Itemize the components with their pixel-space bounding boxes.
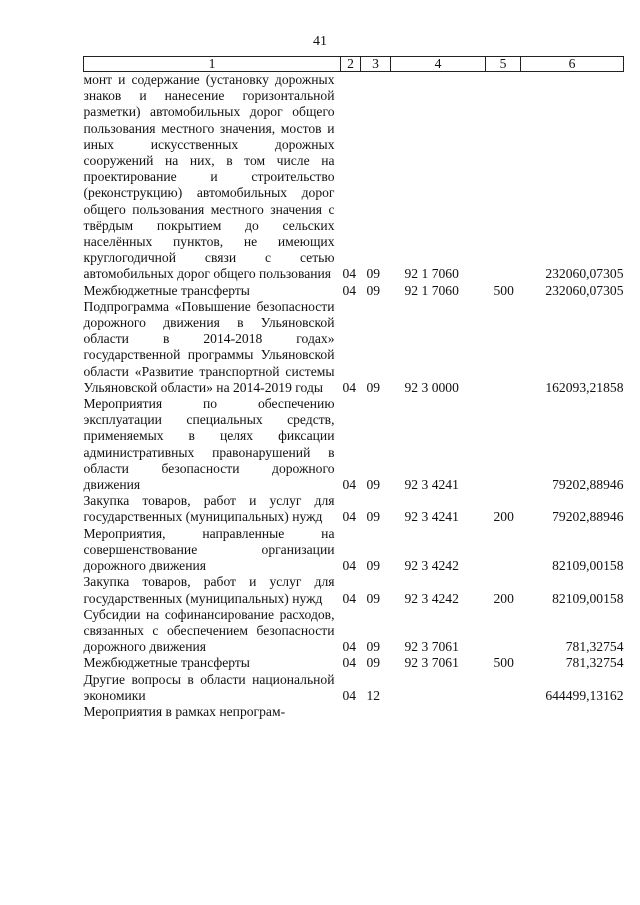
table-row [84,493,624,525]
table-row [84,655,624,671]
row-target-article: 92 3 0000 [404,379,459,395]
table-row [84,607,624,656]
row-section: 04 [342,687,357,703]
table-row [84,672,624,704]
row-target-article: 92 3 4241 [404,477,459,493]
column-header-name: 1 [84,57,341,72]
row-amount: 232060,07305 [545,282,624,298]
row-amount: 79202,88946 [552,477,624,493]
row-section: 04 [342,477,357,493]
row-name: Закупка товаров, работ и услуг для государственных (муниципальных) нужд [83,493,335,525]
row-subsection: 09 [366,590,381,606]
row-name: Подпрограмма «Повышение безопасности дорожного движения в Ульяновской области в 2014-2018 годах» государственной программы Ульяновской области «Развитие транспортной системы Ульяновской области» на 2014-2019 годы [83,298,335,395]
column-header-target-article: 4 [391,57,486,72]
row-name: монт и содержание (установку дорожных знаков и нанесение горизонтальной разметки) автомобильных дорог общего пользования местного значения, мостов и иных искусственных дорожных сооружений на них, в том числе на проектирование и строительство (реконструкцию) автомобильных дорог общего пользования местного значения с твёрдым покрытием до сельских населённых пунктов, не имеющих круглогодичной связи с сетью автомобильных дорог общего пользования [83,72,335,282]
row-section: 04 [342,509,357,525]
row-amount [521,704,624,720]
row-section [341,704,361,720]
row-amount: 82109,00158 [552,590,624,606]
row-section: 04 [342,379,357,395]
row-target-article: 92 3 4241 [404,509,459,525]
row-expense-type [486,672,521,704]
row-expense-type [486,396,521,493]
row-subsection: 09 [366,266,381,282]
row-section: 04 [342,558,357,574]
row-name: Мероприятия по обеспечению эксплуатации специальных средств, применяемых в целях фиксации административных правонарушений в области безопасности дорожного движения [83,396,335,493]
row-expense-type: 200 [493,509,514,525]
row-amount: 232060,07305 [545,266,624,282]
row-name: Мероприятия в рамках непрограм- [83,703,286,719]
row-expense-type [486,72,521,283]
row-target-article: 92 1 7060 [404,282,459,298]
row-subsection: 09 [366,379,381,395]
row-expense-type [486,526,521,575]
row-name: Межбюджетные трансферты [83,282,250,298]
row-amount: 644499,13162 [545,687,624,703]
row-expense-type: 500 [493,282,514,298]
column-header-amount: 6 [521,57,624,72]
column-header-subsection: 3 [361,57,391,72]
table-row [84,396,624,493]
row-target-article: 92 3 4242 [404,590,459,606]
row-section: 04 [342,266,357,282]
row-amount: 781,32754 [565,655,624,671]
row-expense-type: 200 [493,590,514,606]
column-header-expense-type: 5 [486,57,521,72]
row-name: Закупка товаров, работ и услуг для государственных (муниципальных) нужд [83,574,335,606]
row-target-article: 92 1 7060 [404,266,459,282]
row-subsection: 09 [366,558,381,574]
row-target-article: 92 3 7061 [404,639,459,655]
row-subsection: 09 [366,639,381,655]
row-target-article [391,704,486,720]
table-row [84,283,624,299]
table-header [84,57,624,72]
row-subsection [361,704,391,720]
row-name: Субсидии на софинансирование расходов, связанных с обеспечением безопасности дорожного движения [83,606,335,655]
row-amount: 82109,00158 [552,558,624,574]
row-subsection: 12 [366,687,381,703]
column-header-section: 2 [341,57,361,72]
row-section: 04 [342,639,357,655]
row-name: Другие вопросы в области национальной экономики [83,671,335,703]
table-row [84,72,624,283]
row-subsection: 09 [366,282,381,298]
row-expense-type [486,607,521,656]
row-section: 04 [342,590,357,606]
row-expense-type [486,299,521,396]
row-section: 04 [342,655,357,671]
row-target-article: 92 3 7061 [404,655,459,671]
row-section: 04 [342,282,357,298]
row-target-article [391,672,486,704]
table-row [84,299,624,396]
row-amount: 79202,88946 [552,509,624,525]
table-row [84,704,624,720]
row-target-article: 92 3 4242 [404,558,459,574]
row-amount: 162093,21858 [545,379,624,395]
row-expense-type: 500 [493,655,514,671]
row-subsection: 09 [366,509,381,525]
table-row [84,574,624,606]
table-row [84,526,624,575]
budget-table [83,56,624,720]
row-amount: 781,32754 [565,639,624,655]
row-subsection: 09 [366,477,381,493]
row-expense-type [486,704,521,720]
row-subsection: 09 [366,655,381,671]
row-name: Мероприятия, направленные на совершенствование организации дорожного движения [83,525,335,574]
row-name: Межбюджетные трансферты [83,655,250,671]
page-number: 41 [313,34,327,49]
